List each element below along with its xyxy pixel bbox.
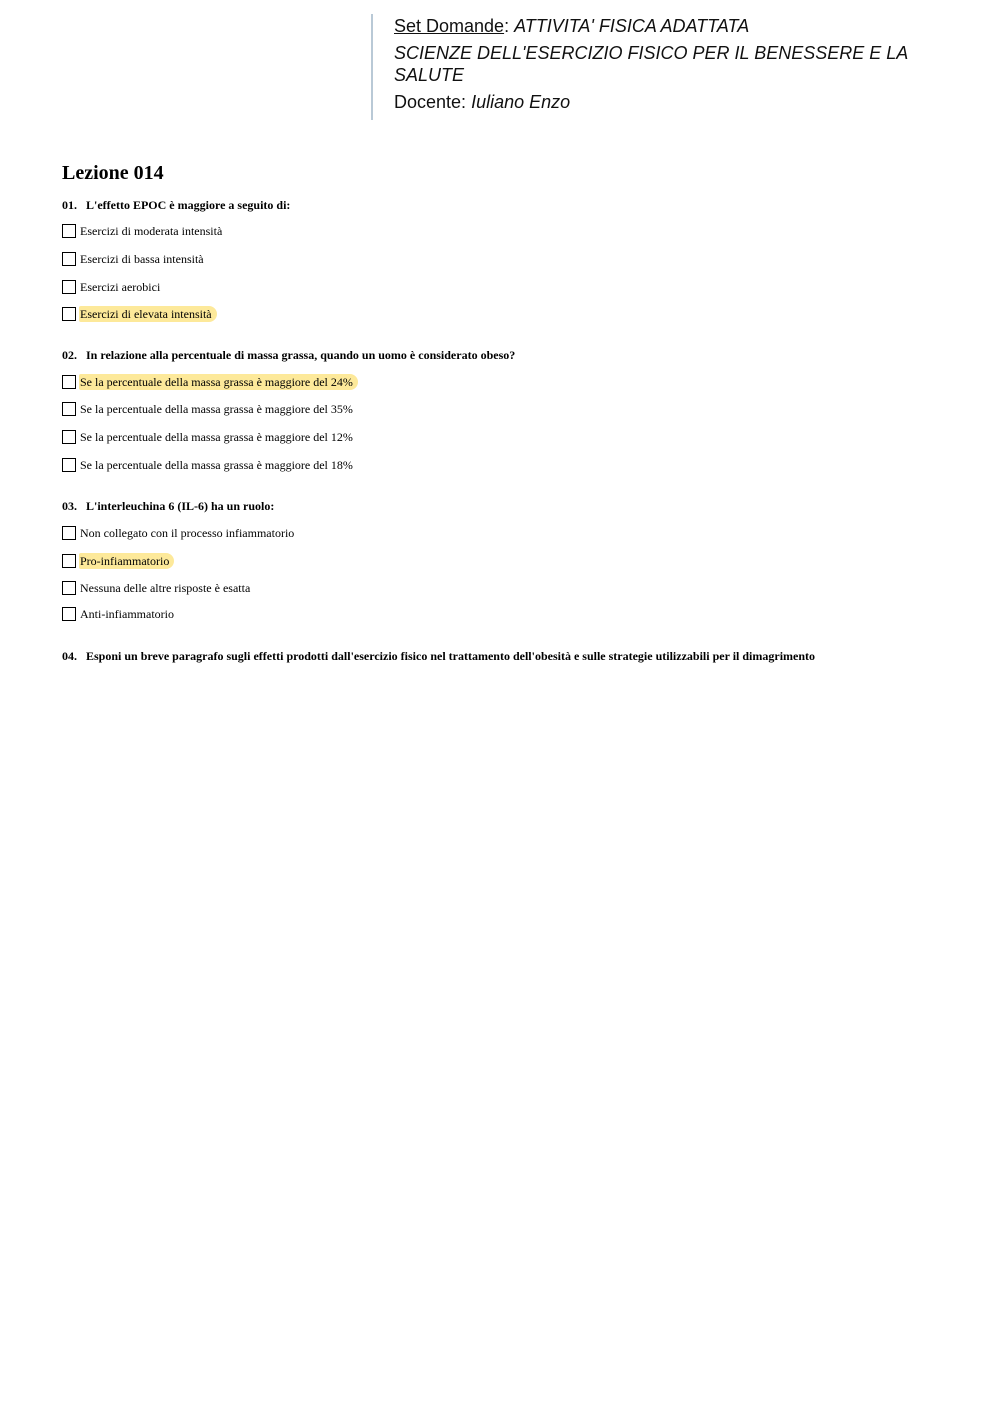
answer-option[interactable] (62, 457, 355, 473)
answer-option-highlighted[interactable] (62, 553, 174, 569)
answer-option-highlighted[interactable] (62, 374, 358, 390)
answer-checkbox[interactable] (62, 430, 76, 444)
question-number: 04. (62, 649, 77, 663)
question-number: 03. (62, 499, 77, 513)
set-label: Set Domande (394, 16, 505, 36)
answer-text: Nessuna delle altre risposte è esatta (80, 581, 251, 595)
answer-option[interactable] (62, 251, 206, 267)
answer-checkbox[interactable] (62, 280, 76, 294)
question-text: In relazione alla percentuale di massa grassa, quando un uomo è considerato obeso? (86, 348, 516, 362)
answer-option[interactable] (62, 401, 355, 417)
answer-text: Esercizi di moderata intensità (80, 224, 223, 238)
answer-text: Se la percentuale della massa grassa è maggiore del 35% (80, 402, 353, 416)
answer-option[interactable] (62, 279, 162, 295)
set-value: ATTIVITA' FISICA ADATTATA (514, 16, 750, 36)
answer-text: Pro-infiammatorio (79, 553, 174, 569)
question-1 (62, 197, 290, 213)
answer-option[interactable] (62, 525, 296, 541)
answer-option[interactable] (62, 223, 224, 239)
answer-checkbox[interactable] (62, 554, 76, 568)
answer-option[interactable] (62, 580, 252, 596)
answer-text: Se la percentuale della massa grassa è maggiore del 18% (80, 458, 353, 472)
question-text: Esponi un breve paragrafo sugli effetti prodotti dall'esercizio fisico nel trattamento dell'obesità e sulle strategie utilizzabili per il dimagrimento (86, 649, 816, 663)
answer-text: Esercizi aerobici (80, 280, 161, 294)
document-header (371, 14, 953, 120)
answer-checkbox[interactable] (62, 607, 76, 621)
answer-text: Se la percentuale della massa grassa è maggiore del 24% (79, 374, 358, 390)
question-set-line (394, 15, 749, 37)
question-text: L'effetto EPOC è maggiore a seguito di: (86, 198, 291, 212)
answer-text: Non collegato con il processo infiammatorio (80, 526, 295, 540)
answer-checkbox[interactable] (62, 458, 76, 472)
course-name: SCIENZE DELL'ESERCIZIO FISICO PER IL BENESSERE E LA SALUTE (394, 43, 908, 85)
answer-option-highlighted[interactable] (62, 306, 217, 322)
answer-text: Esercizi di bassa intensità (80, 252, 204, 266)
question-number: 01. (62, 198, 77, 212)
answer-checkbox[interactable] (62, 224, 76, 238)
teacher-line (394, 91, 570, 113)
answer-checkbox[interactable] (62, 252, 76, 266)
answer-checkbox[interactable] (62, 526, 76, 540)
answer-text: Se la percentuale della massa grassa è maggiore del 12% (80, 430, 353, 444)
teacher-label: Docente: (394, 92, 467, 112)
answer-text: Esercizi di elevata intensità (79, 306, 217, 322)
set-separator: : (504, 16, 510, 36)
question-3 (62, 498, 274, 514)
answer-text: Anti-infiammatorio (80, 607, 174, 621)
question-2 (62, 347, 515, 363)
question-number: 02. (62, 348, 77, 362)
teacher-name: Iuliano Enzo (471, 92, 571, 112)
answer-checkbox[interactable] (62, 581, 76, 595)
answer-option[interactable] (62, 429, 355, 445)
answer-checkbox[interactable] (62, 402, 76, 416)
lesson-title: Lezione 014 (62, 162, 164, 184)
question-text: L'interleuchina 6 (IL-6) ha un ruolo: (86, 499, 275, 513)
answer-checkbox[interactable] (62, 375, 76, 389)
answer-option[interactable] (62, 606, 176, 622)
question-4 (62, 648, 815, 664)
answer-checkbox[interactable] (62, 307, 76, 321)
